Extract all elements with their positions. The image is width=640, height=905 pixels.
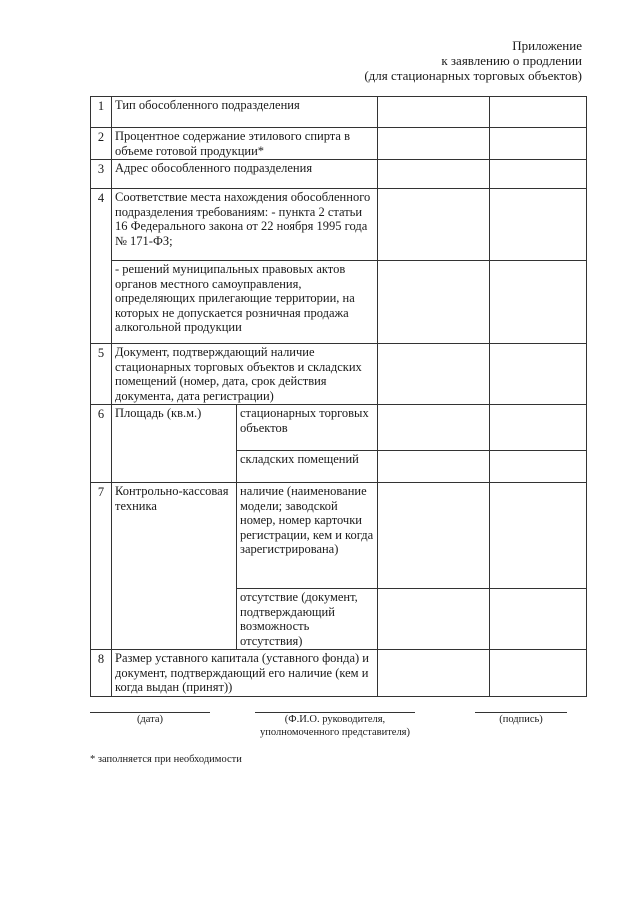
row-number: 2 bbox=[91, 128, 112, 160]
row-number: 1 bbox=[91, 97, 112, 128]
value-cell[interactable] bbox=[490, 189, 587, 261]
sign-caption: (подпись) bbox=[499, 714, 543, 725]
table-row bbox=[91, 97, 587, 128]
table-row bbox=[91, 189, 587, 261]
value-cell[interactable] bbox=[378, 128, 490, 160]
table-row bbox=[91, 650, 587, 697]
table-row bbox=[91, 405, 587, 451]
value-cell[interactable] bbox=[490, 97, 587, 128]
value-cell[interactable] bbox=[378, 451, 490, 483]
sign-signature-field bbox=[475, 712, 567, 726]
value-cell[interactable] bbox=[490, 160, 587, 189]
row-number: 4 bbox=[91, 189, 112, 344]
value-cell[interactable] bbox=[378, 344, 490, 405]
appendix-title: Приложение bbox=[512, 38, 582, 53]
name-caption-2: уполномоченного представителя) bbox=[259, 727, 411, 738]
value-cell[interactable] bbox=[490, 405, 587, 451]
row-number: 7 bbox=[91, 483, 112, 650]
value-cell[interactable] bbox=[378, 160, 490, 189]
name-caption-1: (Ф.И.О. руководителя, bbox=[284, 714, 386, 725]
table-row bbox=[91, 128, 587, 160]
appendix-note: (для стационарных торговых объектов) bbox=[364, 68, 582, 83]
value-cell[interactable] bbox=[490, 128, 587, 160]
appendix-header bbox=[364, 38, 582, 83]
row-label: Документ, подтверждающий наличие стационарных торговых объектов и складских помещений (номер, дата, срок действия документа, дата регистрации) bbox=[112, 344, 378, 405]
application-form-table bbox=[90, 96, 587, 697]
date-signature-field bbox=[90, 712, 210, 726]
row-number: 6 bbox=[91, 405, 112, 483]
date-caption: (дата) bbox=[136, 714, 164, 725]
value-cell[interactable] bbox=[378, 189, 490, 261]
value-cell[interactable] bbox=[378, 97, 490, 128]
value-cell[interactable] bbox=[378, 261, 490, 344]
value-cell[interactable] bbox=[378, 650, 490, 697]
row-number: 8 bbox=[91, 650, 112, 697]
footnote: * заполняется при необходимости bbox=[90, 754, 242, 765]
row-label: Контрольно-кассовая техника bbox=[112, 483, 237, 650]
row-label: Адрес обособленного подразделения bbox=[112, 160, 378, 189]
row-label: - решений муниципальных правовых актов органов местного самоуправления, определяющих прилегающие территории, на которых не допускается розничная продажа алкогольной продукции bbox=[112, 261, 378, 344]
value-cell[interactable] bbox=[490, 451, 587, 483]
value-cell[interactable] bbox=[490, 589, 587, 650]
value-cell[interactable] bbox=[490, 344, 587, 405]
row-number: 3 bbox=[91, 160, 112, 189]
row-label: Тип обособленного подразделения bbox=[112, 97, 378, 128]
value-cell[interactable] bbox=[490, 261, 587, 344]
sub-label: наличие (наименование модели; заводской номер, номер карточки регистрации, кем и когда зарегистрирована) bbox=[237, 483, 378, 589]
row-label: Размер уставного капитала (уставного фонда) и документ, подтверждающий его наличие (кем и когда выдан (принят)) bbox=[112, 650, 378, 697]
value-cell[interactable] bbox=[378, 589, 490, 650]
row-label: Соответствие места нахождения обособленного подразделения требованиям: - пункта 2 статьи 16 Федерального закона от 22 ноября 1995 года № 171-ФЗ; bbox=[112, 189, 378, 261]
sub-label: складских помещений bbox=[237, 451, 378, 483]
table-row bbox=[91, 261, 587, 344]
row-label: Площадь (кв.м.) bbox=[112, 405, 237, 483]
table-row bbox=[91, 483, 587, 589]
table-row bbox=[91, 344, 587, 405]
sub-label: стационарных торговых объектов bbox=[237, 405, 378, 451]
sub-label: отсутствие (документ, подтверждающий возможность отсутствия) bbox=[237, 589, 378, 650]
row-label: Процентное содержание этилового спирта в объеме готовой продукции* bbox=[112, 128, 378, 160]
value-cell[interactable] bbox=[378, 483, 490, 589]
value-cell[interactable] bbox=[378, 405, 490, 451]
table-row bbox=[91, 160, 587, 189]
name-signature-field bbox=[255, 712, 415, 739]
appendix-subtitle: к заявлению о продлении bbox=[441, 53, 582, 68]
value-cell[interactable] bbox=[490, 483, 587, 589]
row-number: 5 bbox=[91, 344, 112, 405]
value-cell[interactable] bbox=[490, 650, 587, 697]
